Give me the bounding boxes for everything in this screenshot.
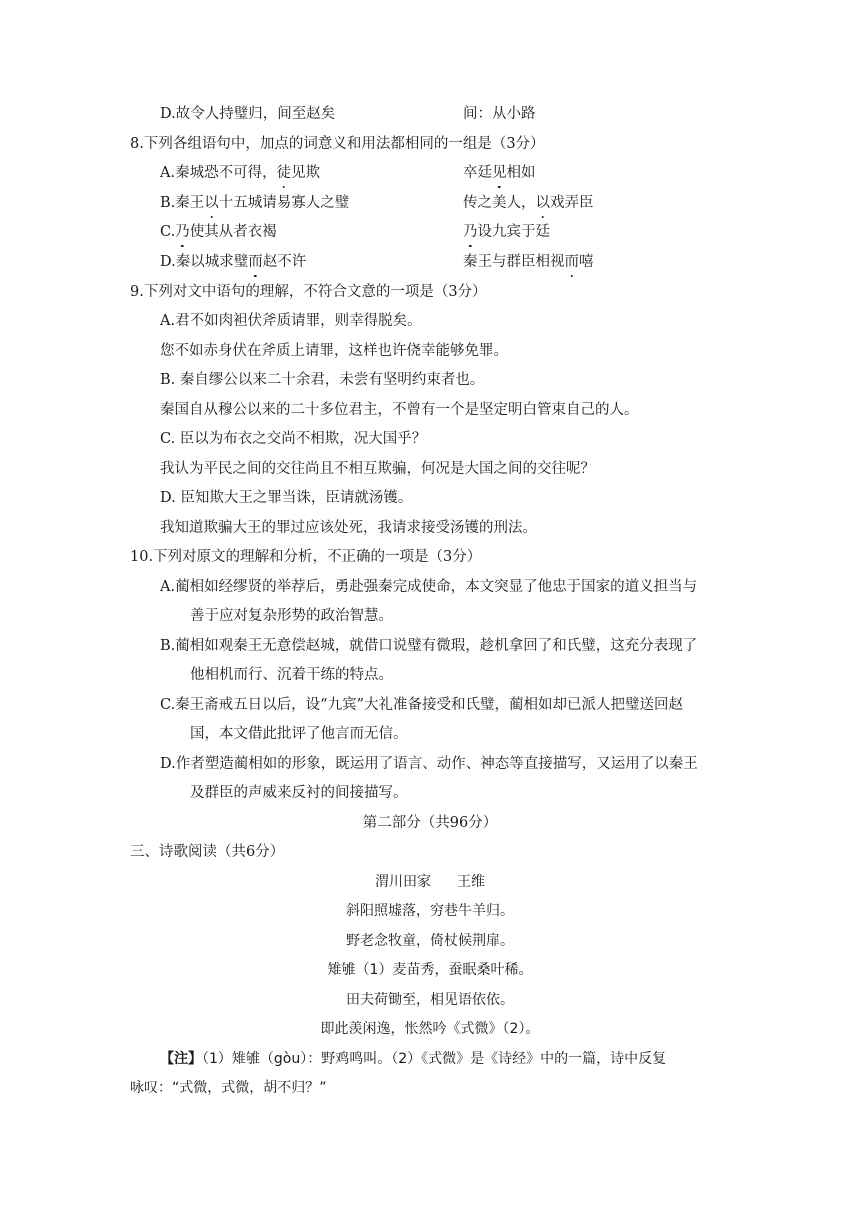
q8-option-d-right: 秦王与群臣相视而嘻 [463, 254, 594, 270]
q9-option-a-translation: 您不如赤身伏在斧质上请罪，这样也许侥幸能够免罪。 [160, 343, 508, 359]
dotted-word: 乃 [175, 224, 190, 240]
q8-option-d-left: D.秦以城求璧而赵不许 [160, 254, 307, 270]
q8-option-a-left: A.秦城恐不可得，徒见欺 [160, 165, 321, 181]
q10-option-c-line2: 国，本文借此批评了他言而无信。 [190, 726, 408, 742]
q10-option-b-line2: 他相机而行、沉着干练的特点。 [190, 667, 393, 683]
dotted-word: 以 [535, 195, 550, 211]
part-two-heading: 第二部分（共96分） [362, 815, 498, 831]
poem-heading [0, 872, 860, 892]
q9-option-b: B. 秦自缪公以来二十余君，未尝有坚明约束者也。 [160, 372, 485, 388]
dotted-word: 徒 [276, 165, 292, 181]
poem-line: 斜阳照墟落，穷巷牛羊归。 [346, 903, 514, 919]
poem-note-line2: 咏叹：“式微，式微，胡不归？” [130, 1080, 327, 1096]
q10-option-b-line1: B.蔺相如观秦王无意偿赵城，就借口说璧有微瑕，趁机拿回了和氏璧，这充分表现了 [160, 638, 698, 654]
poem-line: 野老念牧童，倚杖候荆扉。 [346, 933, 514, 949]
q7-option-d: D.故令人持璧归，间至赵矣 [160, 106, 336, 122]
q9-option-c: C. 臣以为布衣之交尚不相欺，况大国乎？ [160, 431, 427, 447]
q9-option-d: D. 臣知欺大王之罪当诛，臣请就汤镬。 [160, 490, 413, 506]
q10-option-a-line1: A.蔺相如经缪贤的举荐后，勇赴强秦完成使命，本文突显了他忠于国家的道义担当与 [160, 579, 698, 595]
poem-author: 王维 [457, 874, 485, 890]
poem-line: 即此羡闲逸，怅然吟《式微》（2）。 [320, 1021, 540, 1037]
q10-option-d-line1: D.作者塑造蔺相如的形象，既运用了语言、动作、神态等直接描写，又运用了以秦王 [160, 756, 698, 772]
q9-stem: 9.下列对文中语句的理解，不符合文意的一项是（3分） [130, 284, 487, 300]
dotted-word: 而 [564, 254, 579, 270]
q9-option-a: A.君不如肉袒伏斧质请罪，则幸得脱矣。 [160, 313, 422, 329]
q8-option-a-right: 卒廷见相如 [463, 165, 536, 181]
q8-option-b-left: B.秦王以十五城请易寡人之璧 [160, 195, 350, 211]
q8-option-c-left: C.乃使其从者衣褐 [160, 224, 277, 240]
dotted-word: 而 [248, 254, 263, 270]
q10-stem: 10.下列对原文的理解和分析，不正确的一项是（3分） [130, 549, 482, 565]
q8-stem: 8.下列各组语句中，加点的词意义和用法都相同的一组是（3分） [130, 136, 545, 152]
note-label: 【注】 [160, 1051, 202, 1067]
q7-option-d-gloss: 间：从小路 [463, 106, 536, 122]
q9-option-d-translation: 我知道欺骗大王的罪过应该处死，我请求接受汤镬的刑法。 [160, 520, 537, 536]
poem-note-line1: 【注】（1）雉雊（gòu）：野鸡鸣叫。（2）《式微》是《诗经》中的一篇，诗中反复 [160, 1051, 667, 1067]
poem-line: 雉雊（1）麦苗秀，蚕眠桑叶稀。 [327, 962, 533, 978]
q10-option-c-line1: C.秦王斋戒五日以后，设“九宾”大礼准备接受和氏璧，蔺相如却已派人把璧送回赵 [160, 697, 684, 713]
q8-option-b-right: 传之美人，以戏弄臣 [463, 195, 594, 211]
poem-line: 田夫荷锄至，相见语依依。 [346, 992, 514, 1008]
dotted-word: 见 [492, 165, 507, 181]
dotted-word: 乃 [463, 224, 478, 240]
section-three-heading: 三、诗歌阅读（共6分） [130, 844, 285, 860]
q9-option-b-translation: 秦国自从穆公以来的二十多位君主，不曾有一个是坚定明白管束自己的人。 [160, 402, 639, 418]
q8-option-c-right: 乃设九宾于廷 [463, 224, 550, 240]
poem-title: 渭川田家 [375, 874, 431, 890]
dotted-word: 以 [204, 195, 219, 211]
q10-option-a-line2: 善于应对复杂形势的政治智慧。 [190, 608, 393, 624]
q9-option-c-translation: 我认为平民之间的交往尚且不相互欺骗，何况是大国之间的交往呢？ [160, 461, 595, 477]
q10-option-d-line2: 及群臣的声威来反衬的间接描写。 [190, 785, 408, 801]
